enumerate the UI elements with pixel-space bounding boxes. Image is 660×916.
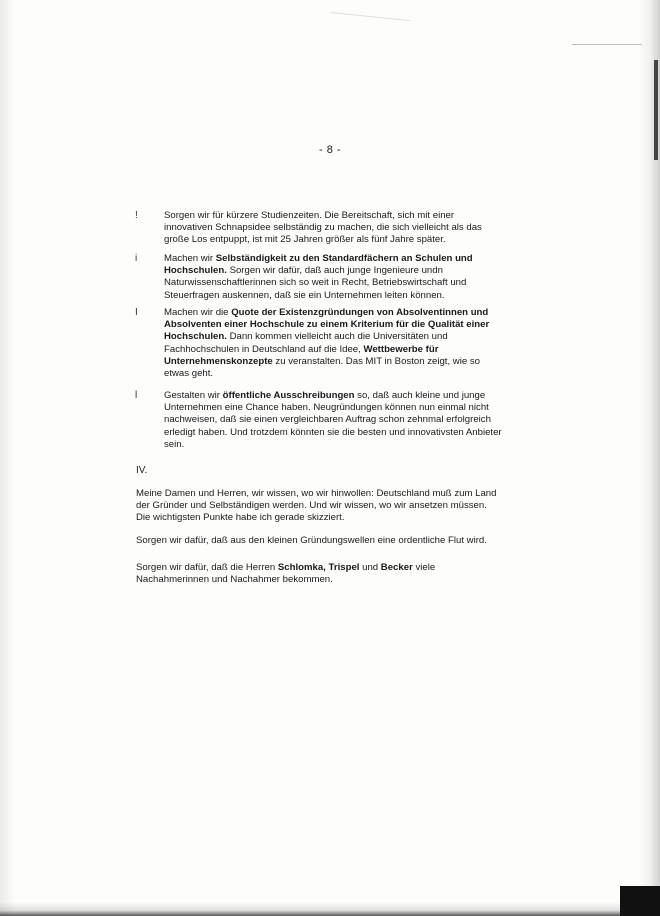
scan-corner-dark bbox=[620, 886, 660, 916]
bullet-marker: I bbox=[135, 307, 138, 318]
bullet-marker: ! bbox=[135, 210, 138, 221]
bold-phrase: öffentliche Ausschreibungen bbox=[222, 390, 355, 401]
bullet-text: Machen wir die Quote der Existenzgründungen von Absolventinnen und Absolventen einer Hochschule zu einem Kriterium für die Qualität einer Hochschulen. Dann kommen vielleicht auch die Universitäten und Fachhochschulen in Deutschland auf die Idee, Wettbewerbe für Unternehmenskonzepte zu veranstalten. Das MIT in Boston zeigt, wie so etwas geht. bbox=[164, 307, 490, 380]
bold-phrase: Quote der Existenzgründungen von Absolventinnen und Absolventen einer Hochschule zu einem Kriterium für die Qualität einer Hochschulen. bbox=[164, 307, 490, 343]
scan-shadow-bottom bbox=[0, 902, 660, 916]
scan-shadow-left bbox=[0, 0, 16, 916]
paragraph: Meine Damen und Herren, wir wissen, wo wir hinwollen: Deutschland muß zum Land der Gründer und Selbständigen werden. Und wir wissen, wo wir ansetzen müssen. Die wichtigsten Punkte habe ich gerade skizziert. bbox=[136, 488, 497, 524]
bullet-text: Sorgen wir für kürzere Studienzeiten. Die Bereitschaft, sich mit einer innovativen Schnapsidee selbständig zu machen, die sich vielleicht als das große Los entpuppt, ist mit 25 Jahren größer als fünf Jahre später. bbox=[164, 210, 482, 246]
bold-phrase: Wettbewerbe für Unternehmenskonzepte bbox=[164, 343, 439, 367]
bold-phrase: Schlomka, Trispel bbox=[277, 562, 360, 573]
section-label: IV. bbox=[136, 465, 148, 476]
bullet-text: Gestalten wir öffentliche Ausschreibungen so, daß auch kleine und junge Unternehmen eine Chance haben. Neugründungen können nun einmal nicht nachweisen, daß sie einen vergleichbaren Auftrag schon zehnmal erfolgreich erledigt haben. Und trotzdem könnten sie die besten und innovativsten Anbieter sein. bbox=[164, 390, 502, 450]
scan-artifact-line bbox=[330, 12, 410, 21]
bullet-marker: i bbox=[135, 253, 138, 264]
scan-artifact-dash bbox=[572, 44, 642, 45]
paragraph: Sorgen wir dafür, daß aus den kleinen Gründungswellen eine ordentliche Flut wird. bbox=[136, 535, 487, 546]
bold-phrase: Becker bbox=[380, 562, 413, 573]
bullet-marker: l bbox=[135, 390, 138, 401]
bullet-text: Machen wir Selbständigkeit zu den Standardfächern an Schulen und Hochschulen. Sorgen wir dafür, daß auch junge Ingenieure undn Naturwissenschaftlerinnen sich so weit in Recht, Betriebswirtschaft und Steuerfragen auskennen, daß sie ein Unternehmen leiten können. bbox=[164, 253, 473, 301]
paragraph: Sorgen wir dafür, daß die Herren Schlomka, Trispel und Becker viele Nachahmerinnen und Nachahmer bekommen. bbox=[136, 562, 436, 586]
bold-phrase: Selbständigkeit zu den Standardfächern an Schulen und Hochschulen. bbox=[164, 253, 473, 277]
page-number: - 8 - bbox=[318, 144, 342, 156]
